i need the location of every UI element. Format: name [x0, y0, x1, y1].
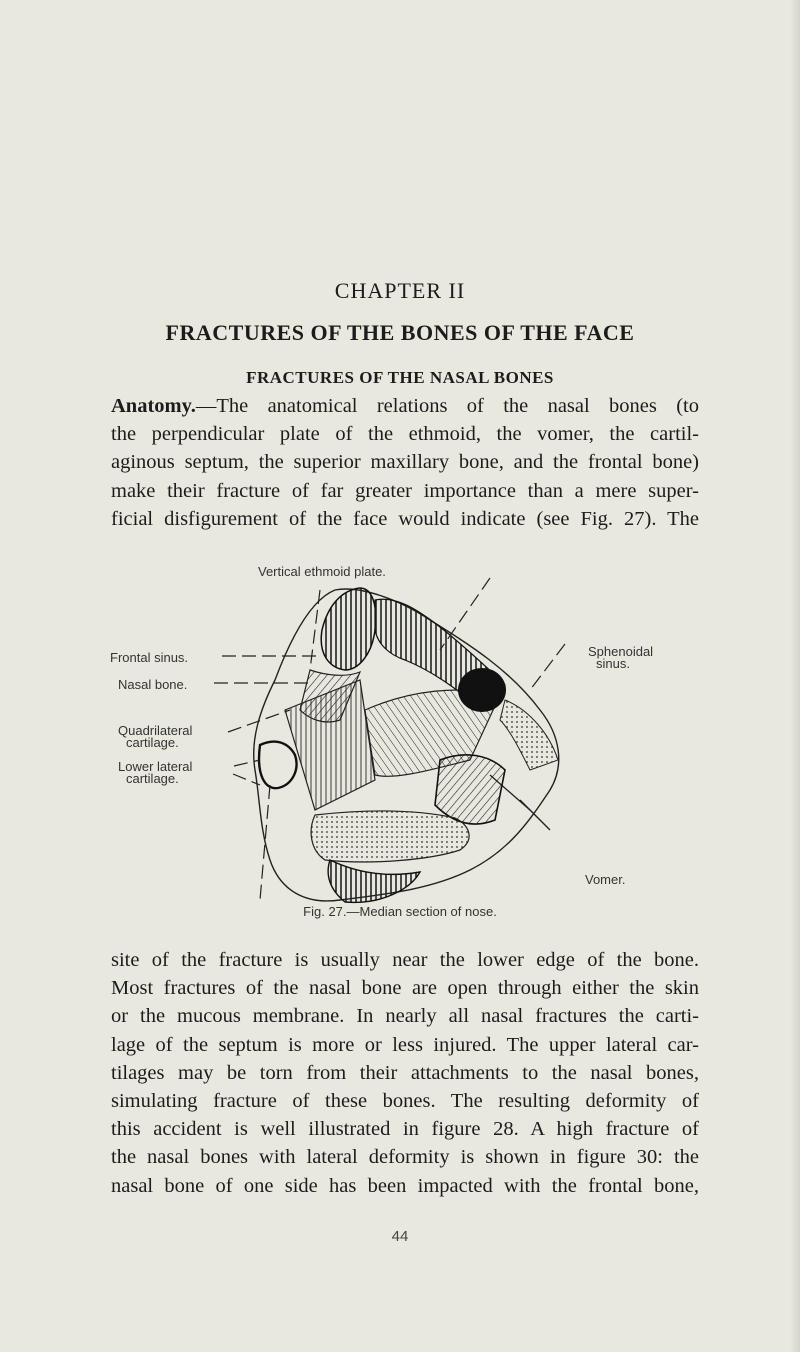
text-line: aginous septum, the superior maxillary bone, and the frontal bone) — [111, 451, 699, 474]
vomer-shape — [435, 755, 505, 824]
figure-median-section-nose — [110, 560, 670, 920]
label-vomer: Vomer. — [585, 872, 626, 887]
text-line: or the mucous membrane. In nearly all nasal fractures the carti- — [111, 1005, 699, 1028]
text-line: simulating fracture of these bones. The resulting deformity of — [111, 1090, 699, 1113]
text-line: nasal bone of one side has been impacted with the frontal bone, — [111, 1174, 699, 1197]
lower-lateral-cartilage-shape — [259, 742, 296, 789]
chapter-heading: CHAPTER II — [334, 278, 466, 303]
paragraph-site-of-fracture — [111, 946, 699, 1200]
text-line: the nasal bones with lateral deformity is shown in figure 30: the — [111, 1146, 699, 1169]
text-line: this accident is well illustrated in figure 28. A high fracture of — [111, 1118, 699, 1141]
text-line: the perpendicular plate of the ethmoid, the vomer, the cartil- — [111, 423, 699, 446]
chapter-title: FRACTURES OF THE BONES OF THE FACE — [165, 320, 635, 345]
label-quadrilateral-cartilage-1: Quadrilateral — [118, 723, 193, 738]
text-line: site of the fracture is usually near the lower edge of the bone. — [111, 949, 699, 971]
label-lower-lateral-cartilage-1: Lower lateral — [118, 759, 193, 774]
text-line: lage of the septum is more or less injured. The upper lateral car- — [111, 1033, 699, 1056]
figure-caption: Fig. 27.—Median section of nose. — [303, 904, 497, 919]
label-sphenoidal-sinus-1: Sphenoidal — [588, 644, 654, 659]
frontal-sinus-shape — [321, 588, 376, 670]
text-line: Anatomy.—The anatomical relations of the nasal bones (to — [111, 395, 699, 417]
sphenoidal-sinus-shape — [458, 668, 506, 712]
label-vertical-ethmoid-plate: Vertical ethmoid plate. — [258, 564, 386, 579]
label-sphenoidal-sinus-2: sinus. — [596, 656, 630, 671]
text-line: Most fractures of the nasal bone are open through either the skin — [111, 977, 699, 1000]
text-line: make their fracture of far greater importance than a mere super- — [111, 479, 699, 502]
page-number: 44 — [391, 1228, 409, 1245]
quadrilateral-cartilage-shape — [285, 680, 375, 810]
run-in-heading: Anatomy. — [111, 395, 196, 417]
text-line: ficial disfigurement of the face would indicate (see Fig. 27). The — [111, 507, 699, 530]
sphenoid-body-shape — [500, 700, 558, 770]
label-frontal-sinus: Frontal sinus. — [110, 650, 189, 665]
label-quadrilateral-cartilage-2: cartilage. — [126, 735, 179, 750]
label-lower-lateral-cartilage-2: cartilage. — [126, 771, 179, 786]
teeth-shape — [328, 860, 420, 902]
section-title: FRACTURES OF THE NASAL BONES — [246, 368, 554, 387]
paragraph-anatomy — [111, 392, 699, 533]
nose-section-illustration — [110, 560, 670, 920]
palate-shape — [311, 811, 469, 862]
text-line: tilages may be torn from their attachments to the nasal bones, — [111, 1061, 699, 1084]
label-nasal-bone: Nasal bone. — [118, 677, 188, 692]
page-edge-shadow — [790, 0, 800, 1352]
